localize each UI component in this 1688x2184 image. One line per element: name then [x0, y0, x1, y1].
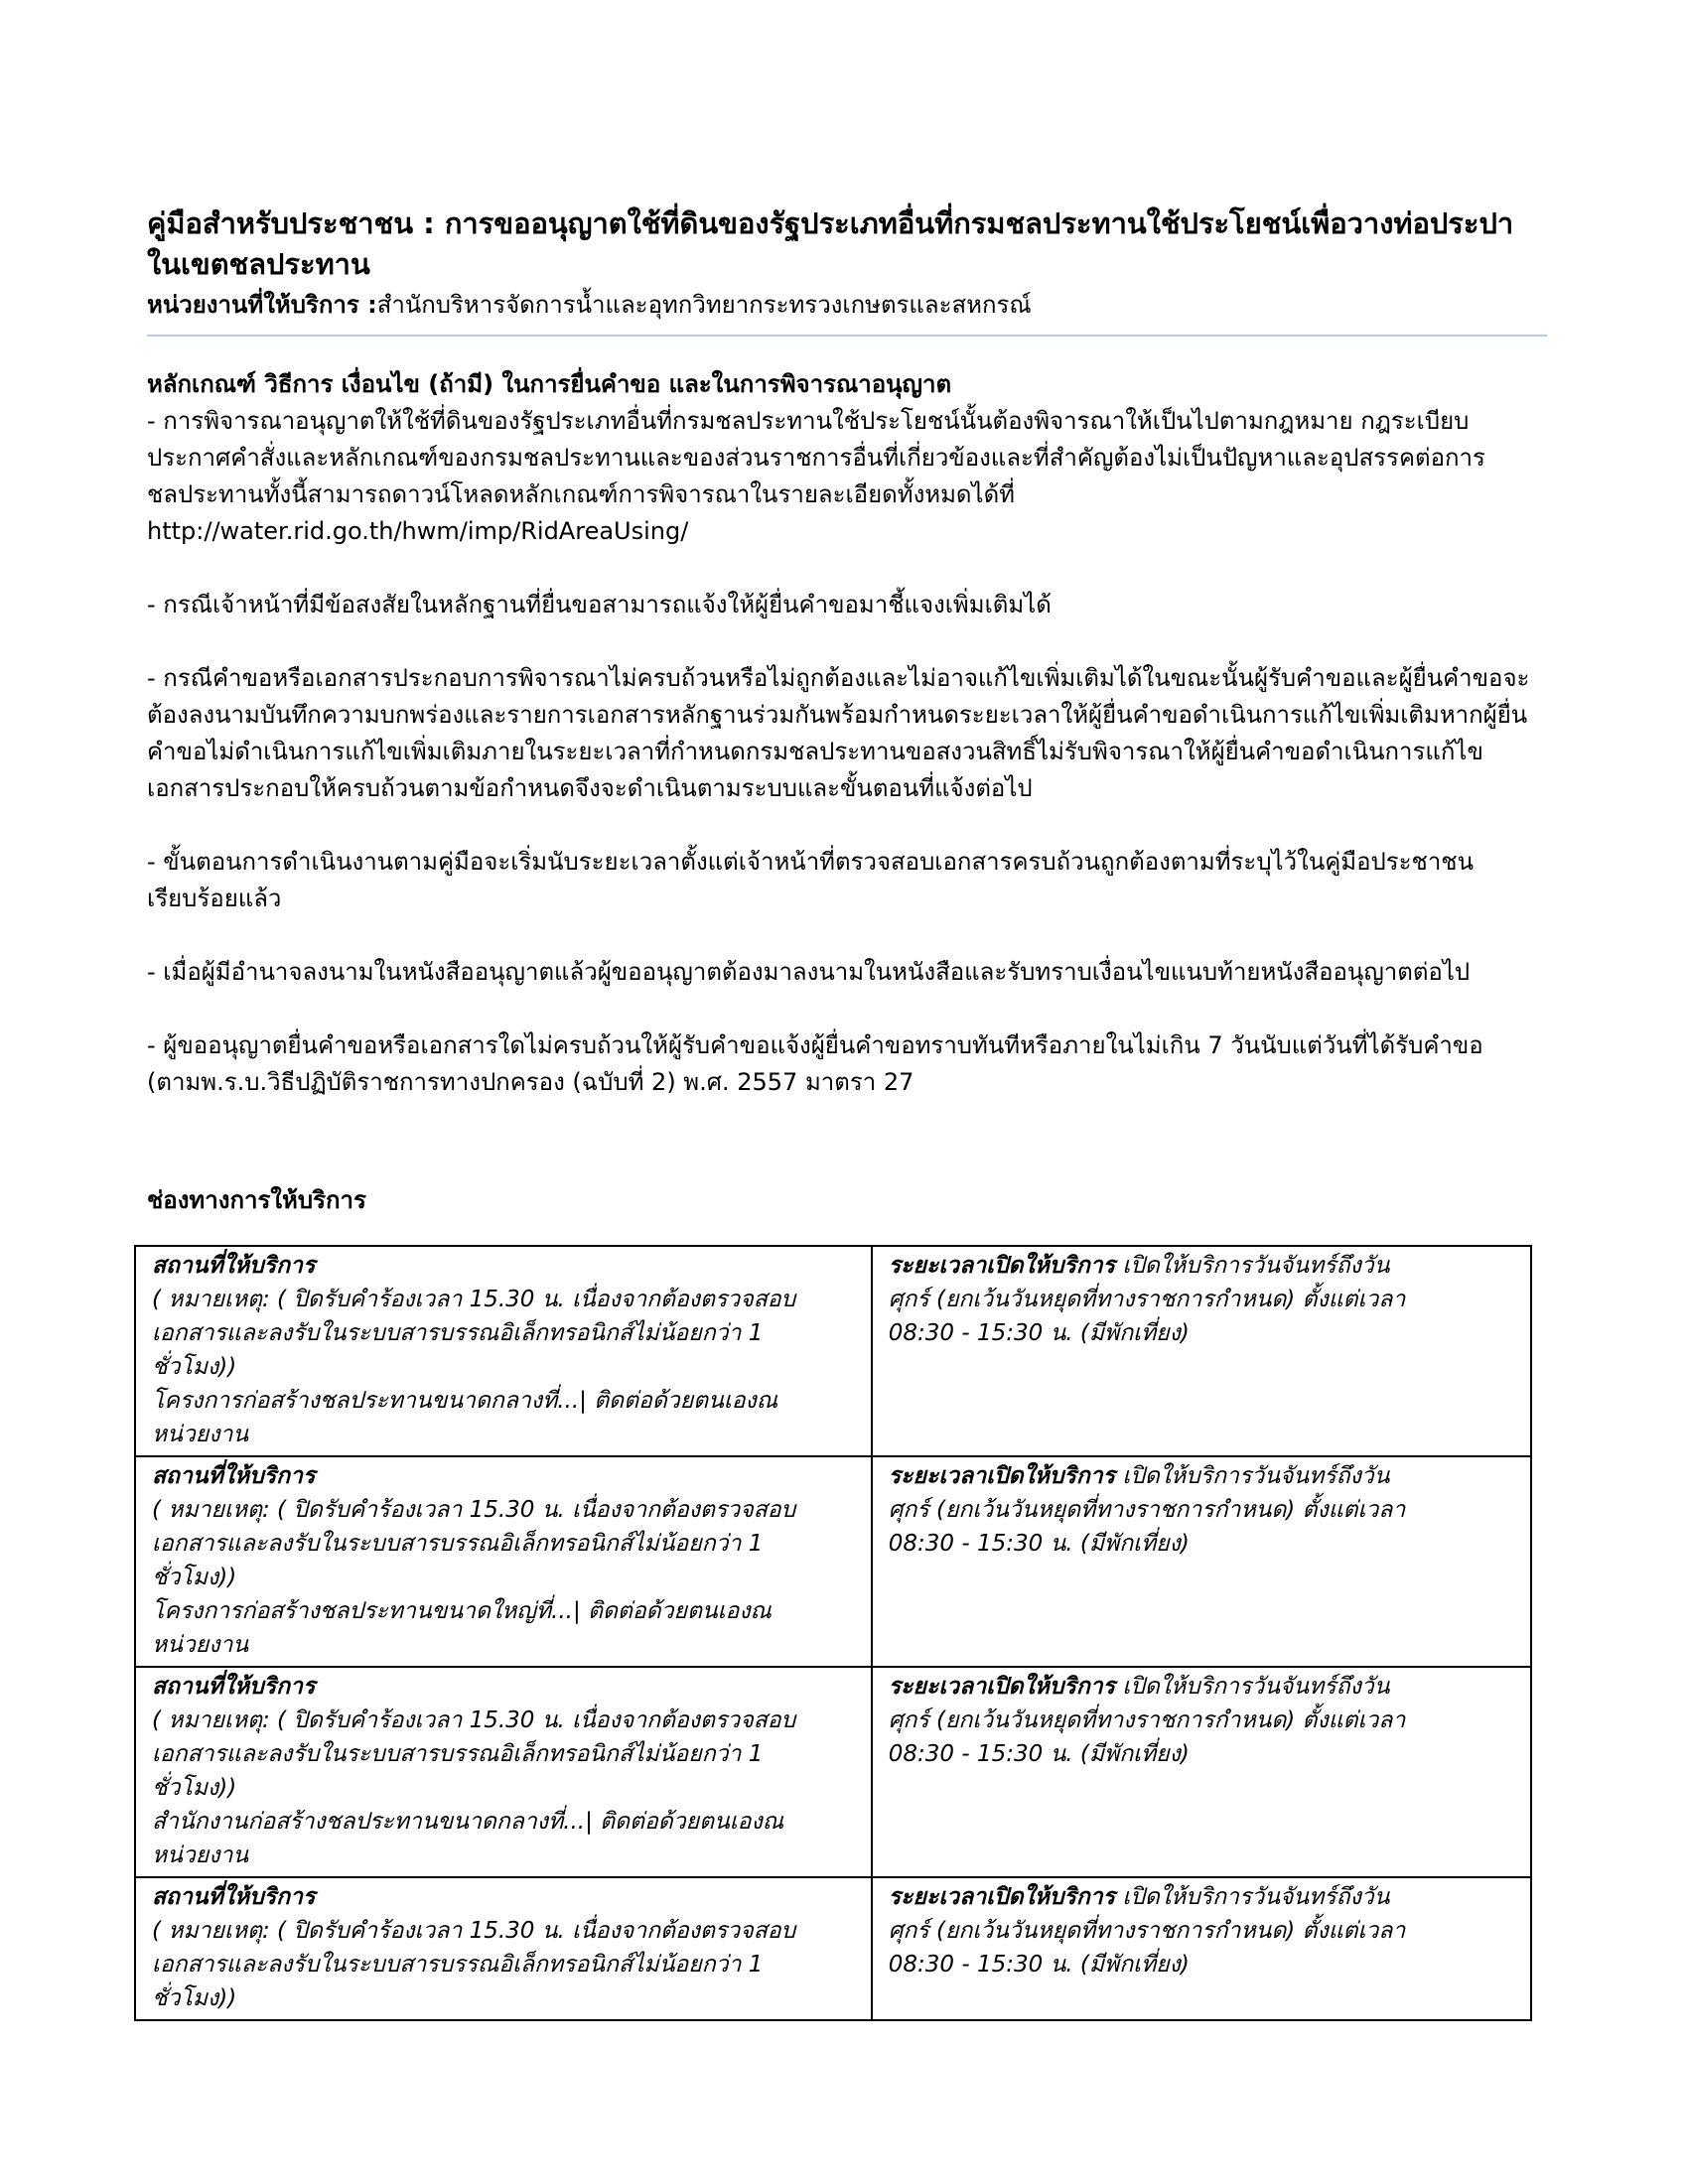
hours-line: ศุกร์ (ยกเว้นวันหยุดที่ทางราชการกำหนด) ตั้งแต่เวลา: [888, 1707, 1406, 1733]
criteria-list: [147, 403, 1547, 1101]
criteria-item-5: - เมื่อผู้มีอำนาจลงนามในหนังสืออนุญาตแล้วผู้ขออนุญาตต้องมาลงนามในหนังสือและรับทราบเงื่อนไขแนบท้ายหนังสืออนุญาตต่อไป: [147, 958, 1471, 986]
document-page: [147, 204, 1547, 1219]
office-line: สำนักงานก่อสร้างชลประทานขนาดกลางที่...| ติดต่อด้วยตนเองณ: [152, 1809, 784, 1835]
criteria-download-link[interactable]: http://water.rid.go.th/hwm/imp/RidAreaUsing/: [147, 517, 689, 545]
office-line: โครงการก่อสร้างชลประทานขนาดกลางที่...| ติดต่อด้วยตนเองณ: [152, 1388, 778, 1414]
title-divider: [147, 335, 1547, 337]
service-hours-cell: [872, 1246, 1531, 1456]
note-line: ชั่วโมง)): [152, 1565, 237, 1590]
note-line: เอกสารและลงรับในระบบสารบรรณอิเล็กทรอนิกส์ไม่น้อยกว่า 1: [152, 1320, 764, 1346]
table-row: [135, 1246, 1531, 1456]
document-title: คู่มือสำหรับประชาชน : การขออนุญาตใช้ที่ดินของรัฐประเภทอื่นที่กรมชลประทานใช้ประโยชน์เพื่อวางท่อประปาในเขตชลประทาน: [147, 206, 1514, 281]
place-label: สถานที่ให้บริการ: [152, 1463, 316, 1489]
note-line: ( หมายเหตุ: ( ปิดรับคำร้องเวลา 15.30 น. เนื่องจากต้องตรวจสอบ: [152, 1287, 796, 1312]
table-row: [135, 1667, 1531, 1877]
service-place-cell: [135, 1456, 872, 1667]
place-label: สถานที่ให้บริการ: [152, 1253, 316, 1279]
hours-line: ศุกร์ (ยกเว้นวันหยุดที่ทางราชการกำหนด) ตั้งแต่เวลา: [888, 1287, 1406, 1312]
hours-label: ระยะเวลาเปิดให้บริการ: [888, 1884, 1116, 1910]
note-line: เอกสารและลงรับในระบบสารบรรณอิเล็กทรอนิกส์ไม่น้อยกว่า 1: [152, 1952, 764, 1978]
hours-label: ระยะเวลาเปิดให้บริการ: [888, 1253, 1116, 1279]
hours-line: เปิดให้บริการวันจันทร์ถึงวัน: [1115, 1463, 1390, 1489]
note-line: ( หมายเหตุ: ( ปิดรับคำร้องเวลา 15.30 น. เนื่องจากต้องตรวจสอบ: [152, 1707, 796, 1733]
service-hours-cell: [872, 1667, 1531, 1877]
note-line: เอกสารและลงรับในระบบสารบรรณอิเล็กทรอนิกส์ไม่น้อยกว่า 1: [152, 1741, 764, 1767]
note-line: ชั่วโมง)): [152, 1775, 237, 1801]
criteria-item-2: - กรณีเจ้าหน้าที่มีข้อสงสัยในหลักฐานที่ยื่นขอสามารถแจ้งให้ผู้ยื่นคำขอมาชี้แจงเพิ่มเติมได้: [147, 591, 1052, 618]
hours-line: 08:30 - 15:30 น. (มีพักเที่ยง): [888, 1320, 1190, 1346]
hours-line: 08:30 - 15:30 น. (มีพักเที่ยง): [888, 1531, 1190, 1557]
note-line: ชั่วโมง)): [152, 1985, 237, 2011]
agency-name: สำนักบริหารจัดการน้ำและอุทกวิทยากระทรวงเกษตรและสหกรณ์: [376, 291, 1032, 319]
hours-label: ระยะเวลาเปิดให้บริการ: [888, 1674, 1116, 1700]
hours-line: เปิดให้บริการวันจันทร์ถึงวัน: [1115, 1884, 1390, 1910]
criteria-item-6: - ผู้ขออนุญาตยื่นคำขอหรือเอกสารใดไม่ครบถ้วนให้ผู้รับคำขอแจ้งผู้ยื่นคำขอทราบทันทีหรือภายในไม่เกิน 7 วันนับแต่วันที่ได้รับคำขอ (ตามพ.ร.บ.วิธีปฏิบัติราชการทางปกครอง (ฉบับที่ 2) พ.ศ. 2557 มาตรา 27: [147, 1031, 1483, 1096]
note-line: ชั่วโมง)): [152, 1354, 237, 1380]
agency-label: หน่วยงานที่ให้บริการ :: [147, 291, 377, 319]
note-line: เอกสารและลงรับในระบบสารบรรณอิเล็กทรอนิกส์ไม่น้อยกว่า 1: [152, 1531, 764, 1557]
hours-line: ศุกร์ (ยกเว้นวันหยุดที่ทางราชการกำหนด) ตั้งแต่เวลา: [888, 1497, 1406, 1523]
office-line: โครงการก่อสร้างชลประทานขนาดใหญ่ที่...| ติดต่อด้วยตนเองณ: [152, 1598, 772, 1624]
place-label: สถานที่ให้บริการ: [152, 1674, 316, 1700]
service-place-cell: [135, 1667, 872, 1877]
note-line: ( หมายเหตุ: ( ปิดรับคำร้องเวลา 15.30 น. เนื่องจากต้องตรวจสอบ: [152, 1918, 796, 1944]
office-line: หน่วยงาน: [152, 1632, 249, 1658]
agency-line: [147, 287, 1547, 323]
hours-line: เปิดให้บริการวันจันทร์ถึงวัน: [1115, 1253, 1390, 1279]
table-row: [135, 1877, 1531, 2020]
office-line: หน่วยงาน: [152, 1422, 249, 1447]
service-channels-table: [134, 1245, 1532, 2021]
criteria-heading: หลักเกณฑ์ วิธีการ เงื่อนไข (ถ้ามี) ในการยื่นคำขอ และในการพิจารณาอนุญาต: [147, 370, 952, 398]
criteria-item-1-text: - การพิจารณาอนุญาตให้ใช้ที่ดินของรัฐประเภทอื่นที่กรมชลประทานใช้ประโยชน์นั้นต้องพิจารณาให้เป็นไปตามกฎหมาย กฎระเบียบประกาศคำสั่งและหลักเกณฑ์ของกรมชลประทานและของส่วนราชการอื่นที่เกี่ยวข้องและที่สำคัญต้องไม่เป็นปัญหาและอุปสรรคต่อการชลประทานทั้งนี้สามารถดาวน์โหลดหลักเกณฑ์การพิจารณาในรายละเอียดทั้งหมดได้ที่: [147, 407, 1485, 508]
place-label: สถานที่ให้บริการ: [152, 1884, 316, 1910]
hours-line: เปิดให้บริการวันจันทร์ถึงวัน: [1115, 1674, 1390, 1700]
criteria-item-4: - ขั้นตอนการดำเนินงานตามคู่มือจะเริ่มนับระยะเวลาตั้งแต่เจ้าหน้าที่ตรวจสอบเอกสารครบถ้วนถูกต้องตามที่ระบุไว้ในคู่มือประชาชนเรียบร้อยแล้ว: [147, 848, 1474, 912]
hours-line: 08:30 - 15:30 น. (มีพักเที่ยง): [888, 1741, 1190, 1767]
hours-label: ระยะเวลาเปิดให้บริการ: [888, 1463, 1116, 1489]
criteria-item-1: [147, 403, 1547, 550]
service-hours-cell: [872, 1456, 1531, 1667]
note-line: ( หมายเหตุ: ( ปิดรับคำร้องเวลา 15.30 น. เนื่องจากต้องตรวจสอบ: [152, 1497, 796, 1523]
office-line: หน่วยงาน: [152, 1843, 249, 1868]
criteria-item-3: - กรณีคำขอหรือเอกสารประกอบการพิจารณาไม่ครบถ้วนหรือไม่ถูกต้องและไม่อาจแก้ไขเพิ่มเติมได้ในขณะนั้นผู้รับคำขอและผู้ยื่นคำขอจะต้องลงนามบันทึกความบกพร่องและรายการเอกสารหลักฐานร่วมกันพร้อมกำหนดระยะเวลาให้ผู้ยื่นคำขอดำเนินการแก้ไขเพิ่มเติมหากผู้ยื่นคำขอไม่ดำเนินการแก้ไขเพิ่มเติมภายในระยะเวลาที่กำหนดกรมชลประทานขอสงวนสิทธิ์ไม่รับพิจารณาให้ผู้ยื่นคำขอดำเนินการแก้ไขเอกสารประกอบให้ครบถ้วนตามข้อกำหนดจึงจะดำเนินตามระบบและขั้นตอนที่แจ้งต่อไป: [147, 664, 1530, 802]
service-hours-cell: [872, 1877, 1531, 2020]
service-place-cell: [135, 1877, 872, 2020]
table-row: [135, 1456, 1531, 1667]
hours-line: ศุกร์ (ยกเว้นวันหยุดที่ทางราชการกำหนด) ตั้งแต่เวลา: [888, 1918, 1406, 1944]
channels-heading: ช่องทางการให้บริการ: [147, 1186, 366, 1214]
service-place-cell: [135, 1246, 872, 1456]
hours-line: 08:30 - 15:30 น. (มีพักเที่ยง): [888, 1952, 1190, 1978]
